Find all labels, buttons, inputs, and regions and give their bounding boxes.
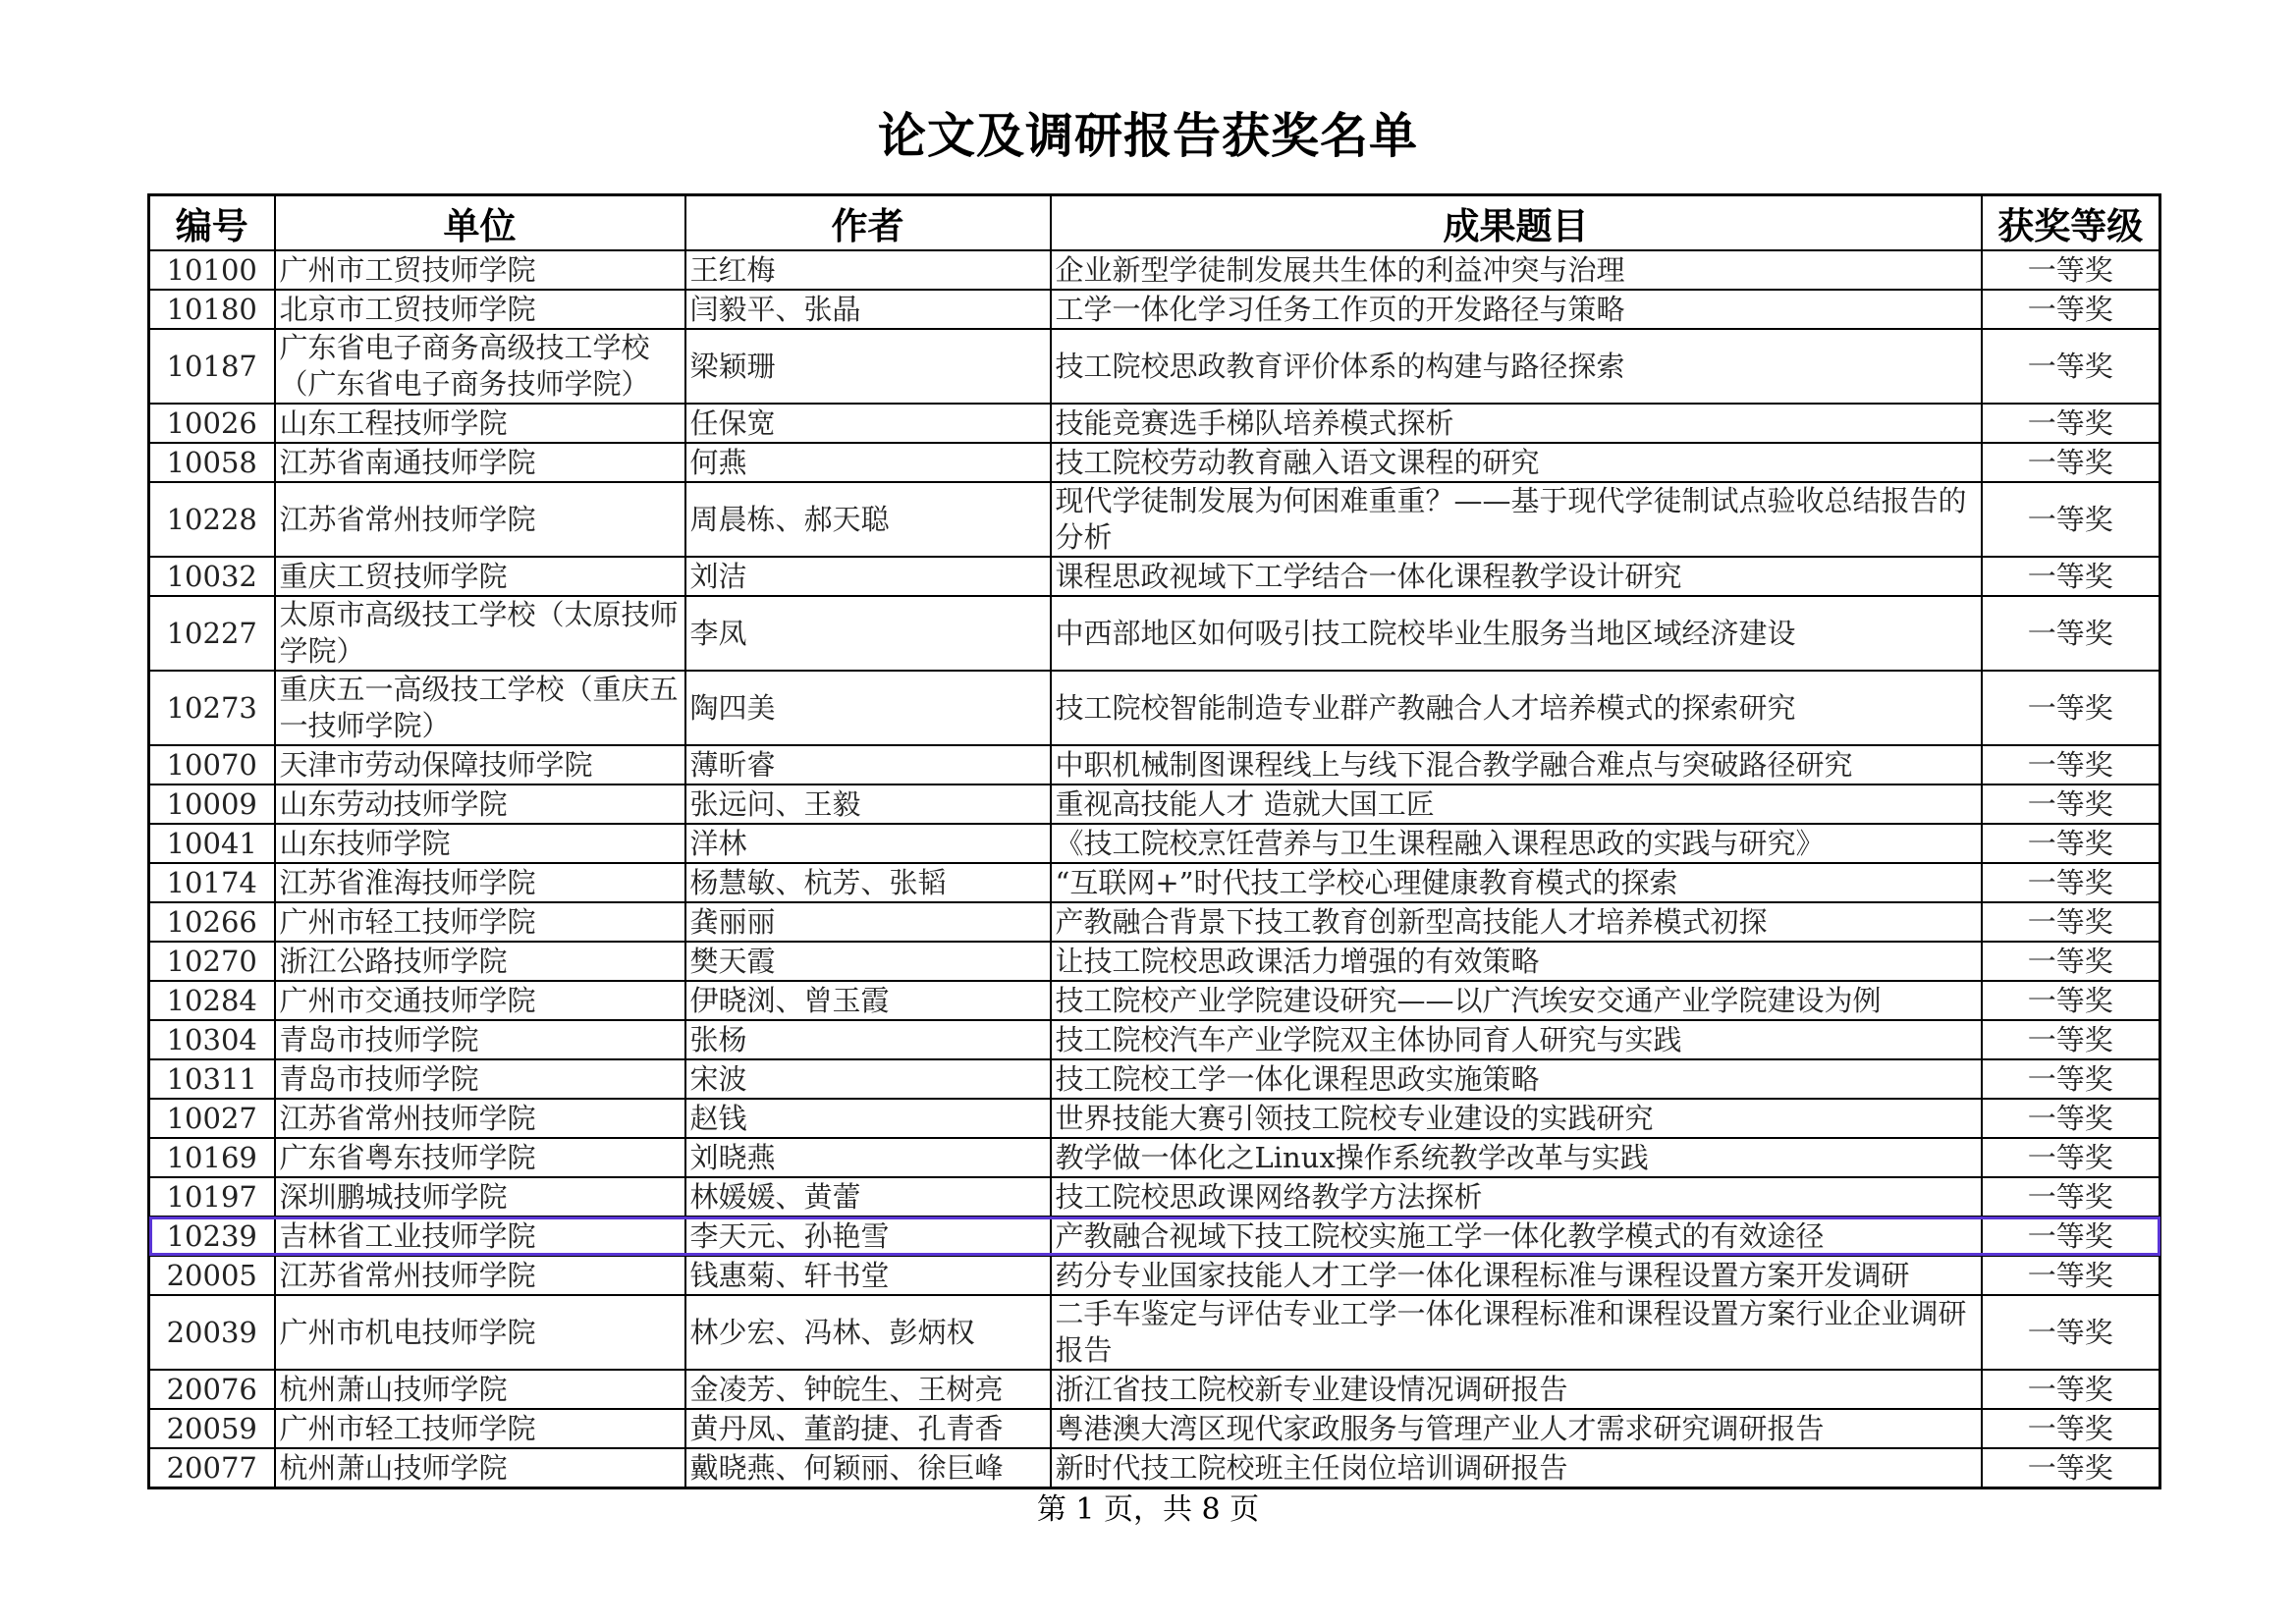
cell-level: 一等奖 xyxy=(1982,824,2160,863)
cell-unit: 杭州萧山技师学院 xyxy=(275,1448,685,1488)
cell-level: 一等奖 xyxy=(1982,404,2160,443)
cell-id: 20005 xyxy=(149,1256,275,1295)
cell-level: 一等奖 xyxy=(1982,902,2160,942)
table-row[interactable] xyxy=(149,290,2160,329)
cell-topic: “互联网+”时代技工学校心理健康教育模式的探索 xyxy=(1051,863,1982,902)
cell-author: 何燕 xyxy=(685,443,1051,482)
cell-id: 10311 xyxy=(149,1059,275,1099)
header-topic: 成果题目 xyxy=(1051,195,1982,251)
cell-level: 一等奖 xyxy=(1982,784,2160,824)
table-row[interactable] xyxy=(149,1295,2160,1370)
cell-id: 20059 xyxy=(149,1409,275,1448)
cell-unit: 浙江公路技师学院 xyxy=(275,942,685,981)
cell-author: 杨慧敏、杭芳、张韬 xyxy=(685,863,1051,902)
table-row[interactable] xyxy=(149,1448,2160,1488)
cell-author: 薄昕睿 xyxy=(685,745,1051,784)
cell-unit: 江苏省常州技师学院 xyxy=(275,1256,685,1295)
table-row[interactable] xyxy=(149,1020,2160,1059)
table-row[interactable] xyxy=(149,1409,2160,1448)
cell-author: 梁颖珊 xyxy=(685,329,1051,404)
cell-unit: 广州市工贸技师学院 xyxy=(275,250,685,290)
cell-unit: 广东省粤东技师学院 xyxy=(275,1138,685,1177)
cell-topic: 浙江省技工院校新专业建设情况调研报告 xyxy=(1051,1370,1982,1409)
cell-level: 一等奖 xyxy=(1982,863,2160,902)
cell-level: 一等奖 xyxy=(1982,329,2160,404)
table-row[interactable] xyxy=(149,1256,2160,1295)
cell-unit: 山东工程技师学院 xyxy=(275,404,685,443)
cell-topic: 二手车鉴定与评估专业工学一体化课程标准和课程设置方案行业企业调研报告 xyxy=(1051,1295,1982,1370)
table-row[interactable] xyxy=(149,443,2160,482)
table-row[interactable] xyxy=(149,557,2160,596)
cell-unit: 深圳鹏城技师学院 xyxy=(275,1177,685,1217)
table-header-row xyxy=(149,195,2160,251)
table-row[interactable] xyxy=(149,1370,2160,1409)
cell-id: 10058 xyxy=(149,443,275,482)
cell-author: 陶四美 xyxy=(685,671,1051,745)
cell-topic: 产教融合视域下技工院校实施工学一体化教学模式的有效途径 xyxy=(1051,1217,1982,1256)
cell-topic: 技工院校思政教育评价体系的构建与路径探索 xyxy=(1051,329,1982,404)
cell-author: 宋波 xyxy=(685,1059,1051,1099)
cell-topic: 技工院校工学一体化课程思政实施策略 xyxy=(1051,1059,1982,1099)
cell-unit: 广州市轻工技师学院 xyxy=(275,902,685,942)
cell-id: 10070 xyxy=(149,745,275,784)
cell-unit: 太原市高级技工学校（太原技师学院） xyxy=(275,596,685,671)
cell-level: 一等奖 xyxy=(1982,1217,2160,1256)
table-row[interactable] xyxy=(149,1099,2160,1138)
cell-topic: 技工院校产业学院建设研究——以广汽埃安交通产业学院建设为例 xyxy=(1051,981,1982,1020)
cell-id: 10266 xyxy=(149,902,275,942)
cell-topic: 让技工院校思政课活力增强的有效策略 xyxy=(1051,942,1982,981)
cell-author: 金凌芳、钟皖生、王树亮 xyxy=(685,1370,1051,1409)
cell-unit: 山东劳动技师学院 xyxy=(275,784,685,824)
cell-id: 10027 xyxy=(149,1099,275,1138)
table-row[interactable] xyxy=(149,981,2160,1020)
page-footer: 第 1 页，共 8 页 xyxy=(1036,1492,1260,1527)
cell-author: 刘晓燕 xyxy=(685,1138,1051,1177)
cell-topic: 技工院校劳动教育融入语文课程的研究 xyxy=(1051,443,1982,482)
cell-unit: 山东技师学院 xyxy=(275,824,685,863)
cell-id: 10041 xyxy=(149,824,275,863)
cell-id: 20077 xyxy=(149,1448,275,1488)
cell-id: 10032 xyxy=(149,557,275,596)
header-unit: 单位 xyxy=(275,195,685,251)
table-row[interactable] xyxy=(149,1177,2160,1217)
cell-unit: 江苏省常州技师学院 xyxy=(275,1099,685,1138)
cell-id: 10187 xyxy=(149,329,275,404)
table-row[interactable] xyxy=(149,329,2160,404)
page-title: 论文及调研报告获奖名单 xyxy=(877,108,1418,164)
awards-table xyxy=(147,193,2161,1489)
cell-id: 10304 xyxy=(149,1020,275,1059)
cell-topic: 药分专业国家技能人才工学一体化课程标准与课程设置方案开发调研 xyxy=(1051,1256,1982,1295)
table-row[interactable] xyxy=(149,824,2160,863)
cell-id: 10227 xyxy=(149,596,275,671)
cell-topic: 中职机械制图课程线上与线下混合教学融合难点与突破路径研究 xyxy=(1051,745,1982,784)
cell-topic: 工学一体化学习任务工作页的开发路径与策略 xyxy=(1051,290,1982,329)
cell-unit: 广州市交通技师学院 xyxy=(275,981,685,1020)
cell-id: 10009 xyxy=(149,784,275,824)
cell-id: 10169 xyxy=(149,1138,275,1177)
cell-level: 一等奖 xyxy=(1982,1256,2160,1295)
table-row[interactable] xyxy=(149,671,2160,745)
cell-id: 10197 xyxy=(149,1177,275,1217)
cell-level: 一等奖 xyxy=(1982,482,2160,557)
cell-unit: 青岛市技师学院 xyxy=(275,1020,685,1059)
cell-level: 一等奖 xyxy=(1982,671,2160,745)
cell-id: 10270 xyxy=(149,942,275,981)
cell-level: 一等奖 xyxy=(1982,1409,2160,1448)
cell-topic: 教学做一体化之Linux操作系统教学改革与实践 xyxy=(1051,1138,1982,1177)
cell-author: 洋林 xyxy=(685,824,1051,863)
header-author: 作者 xyxy=(685,195,1051,251)
cell-level: 一等奖 xyxy=(1982,1295,2160,1370)
cell-topic: 《技工院校烹饪营养与卫生课程融入课程思政的实践与研究》 xyxy=(1051,824,1982,863)
cell-author: 钱惠菊、轩书堂 xyxy=(685,1256,1051,1295)
cell-author: 闫毅平、张晶 xyxy=(685,290,1051,329)
cell-topic: 世界技能大赛引领技工院校专业建设的实践研究 xyxy=(1051,1099,1982,1138)
cell-topic: 新时代技工院校班主任岗位培训调研报告 xyxy=(1051,1448,1982,1488)
cell-topic: 企业新型学徒制发展共生体的利益冲突与治理 xyxy=(1051,250,1982,290)
cell-id: 20039 xyxy=(149,1295,275,1370)
cell-author: 黄丹凤、董韵捷、孔青香 xyxy=(685,1409,1051,1448)
table-row[interactable] xyxy=(149,250,2160,290)
table-row[interactable] xyxy=(149,863,2160,902)
cell-id: 10174 xyxy=(149,863,275,902)
cell-level: 一等奖 xyxy=(1982,1138,2160,1177)
cell-unit: 重庆工贸技师学院 xyxy=(275,557,685,596)
cell-level: 一等奖 xyxy=(1982,1448,2160,1488)
cell-id: 10026 xyxy=(149,404,275,443)
cell-id: 10239 xyxy=(149,1217,275,1256)
cell-author: 樊天霞 xyxy=(685,942,1051,981)
cell-unit: 广州市机电技师学院 xyxy=(275,1295,685,1370)
cell-level: 一等奖 xyxy=(1982,443,2160,482)
cell-level: 一等奖 xyxy=(1982,596,2160,671)
cell-unit: 杭州萧山技师学院 xyxy=(275,1370,685,1409)
cell-topic: 技工院校智能制造专业群产教融合人才培养模式的探索研究 xyxy=(1051,671,1982,745)
cell-id: 10273 xyxy=(149,671,275,745)
cell-level: 一等奖 xyxy=(1982,745,2160,784)
header-level: 获奖等级 xyxy=(1982,195,2160,251)
cell-topic: 课程思政视域下工学结合一体化课程教学设计研究 xyxy=(1051,557,1982,596)
cell-level: 一等奖 xyxy=(1982,1020,2160,1059)
cell-unit: 北京市工贸技师学院 xyxy=(275,290,685,329)
cell-level: 一等奖 xyxy=(1982,557,2160,596)
table-row[interactable] xyxy=(149,482,2160,557)
cell-topic: 粤港澳大湾区现代家政服务与管理产业人才需求研究调研报告 xyxy=(1051,1409,1982,1448)
cell-topic: 技工院校汽车产业学院双主体协同育人研究与实践 xyxy=(1051,1020,1982,1059)
cell-author: 李凤 xyxy=(685,596,1051,671)
cell-author: 伊晓浏、曾玉霞 xyxy=(685,981,1051,1020)
cell-author: 李天元、孙艳雪 xyxy=(685,1217,1051,1256)
table-row-selected[interactable] xyxy=(149,1217,2160,1256)
cell-level: 一等奖 xyxy=(1982,1177,2160,1217)
cell-author: 林媛媛、黄蕾 xyxy=(685,1177,1051,1217)
cell-id: 10180 xyxy=(149,290,275,329)
table-row[interactable] xyxy=(149,1138,2160,1177)
cell-id: 20076 xyxy=(149,1370,275,1409)
cell-id: 10228 xyxy=(149,482,275,557)
cell-topic: 重视高技能人才 造就大国工匠 xyxy=(1051,784,1982,824)
cell-unit: 江苏省南通技师学院 xyxy=(275,443,685,482)
cell-author: 任保宽 xyxy=(685,404,1051,443)
cell-level: 一等奖 xyxy=(1982,1059,2160,1099)
cell-unit: 青岛市技师学院 xyxy=(275,1059,685,1099)
table-row[interactable] xyxy=(149,745,2160,784)
cell-level: 一等奖 xyxy=(1982,942,2160,981)
table-row[interactable] xyxy=(149,942,2160,981)
cell-topic: 现代学徒制发展为何困难重重？——基于现代学徒制试点验收总结报告的分析 xyxy=(1051,482,1982,557)
table-row[interactable] xyxy=(149,784,2160,824)
cell-level: 一等奖 xyxy=(1982,1370,2160,1409)
cell-topic: 产教融合背景下技工教育创新型高技能人才培养模式初探 xyxy=(1051,902,1982,942)
cell-level: 一等奖 xyxy=(1982,1099,2160,1138)
cell-author: 张远问、王毅 xyxy=(685,784,1051,824)
cell-topic: 技工院校思政课网络教学方法探析 xyxy=(1051,1177,1982,1217)
table-row[interactable] xyxy=(149,902,2160,942)
cell-id: 10100 xyxy=(149,250,275,290)
cell-unit: 广东省电子商务高级技工学校（广东省电子商务技师学院） xyxy=(275,329,685,404)
table-row[interactable] xyxy=(149,404,2160,443)
cell-level: 一等奖 xyxy=(1982,250,2160,290)
cell-topic: 技能竞赛选手梯队培养模式探析 xyxy=(1051,404,1982,443)
cell-author: 龚丽丽 xyxy=(685,902,1051,942)
cell-unit: 重庆五一高级技工学校（重庆五一技师学院） xyxy=(275,671,685,745)
cell-unit: 江苏省常州技师学院 xyxy=(275,482,685,557)
table-row[interactable] xyxy=(149,596,2160,671)
cell-author: 戴晓燕、何颖丽、徐巨峰 xyxy=(685,1448,1051,1488)
header-id: 编号 xyxy=(149,195,275,251)
cell-unit: 天津市劳动保障技师学院 xyxy=(275,745,685,784)
cell-level: 一等奖 xyxy=(1982,290,2160,329)
cell-author: 林少宏、冯林、彭炳权 xyxy=(685,1295,1051,1370)
cell-author: 王红梅 xyxy=(685,250,1051,290)
cell-topic: 中西部地区如何吸引技工院校毕业生服务当地区域经济建设 xyxy=(1051,596,1982,671)
cell-id: 10284 xyxy=(149,981,275,1020)
cell-unit: 广州市轻工技师学院 xyxy=(275,1409,685,1448)
table-row[interactable] xyxy=(149,1059,2160,1099)
cell-author: 刘洁 xyxy=(685,557,1051,596)
cell-author: 赵钱 xyxy=(685,1099,1051,1138)
cell-level: 一等奖 xyxy=(1982,981,2160,1020)
cell-author: 张杨 xyxy=(685,1020,1051,1059)
cell-unit: 吉林省工业技师学院 xyxy=(275,1217,685,1256)
cell-author: 周晨栋、郝天聪 xyxy=(685,482,1051,557)
cell-unit: 江苏省淮海技师学院 xyxy=(275,863,685,902)
